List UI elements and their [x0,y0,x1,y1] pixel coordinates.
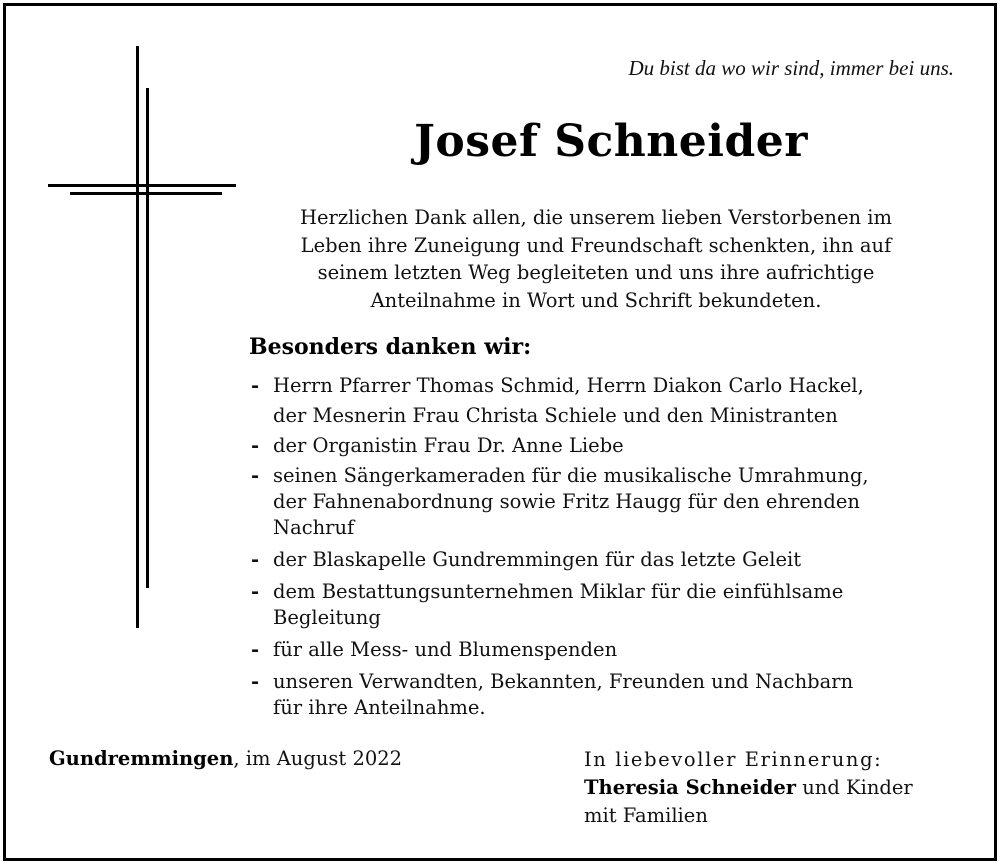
signature-line-name [584,774,913,802]
list-item [249,669,949,721]
list-item-line: für alle Mess- und Blumenspenden [273,638,618,661]
list-dash: - [251,434,260,457]
deceased-name: Josef Schneider [414,116,808,167]
list-item [249,547,949,573]
thanks-line: Herzlichen Dank allen, die unserem lieben Verstorbenen im [300,206,892,229]
place-name: Gundremmingen [49,747,234,770]
list-item [249,373,949,429]
list-dash: - [251,464,260,487]
cross-beam-vertical-inner [146,88,149,588]
list-dash: - [251,638,260,661]
list-item-line: der Organistin Frau Dr. Anne Liebe [273,434,624,457]
list-item [249,433,949,459]
list-dash: - [251,670,260,693]
thanks-list [249,373,949,721]
list-item-line: dem Bestattungsunternehmen Miklar für die einfühlsame [273,580,844,603]
list-dash: - [251,374,260,397]
list-dash: - [251,580,260,603]
list-item-line: der Mesnerin Frau Christa Schiele und den Ministranten [273,404,838,427]
signatory-suffix: und Kinder [796,776,913,799]
thanks-line: seinem letzten Weg begleiteten und uns ihre aufrichtige [317,261,875,284]
list-item-line: Nachruf [273,516,355,539]
thanks-line: Leben ihre Zuneigung und Freundschaft schenkten, ihn auf [300,233,892,257]
list-item [249,463,949,541]
list-item-line: unseren Verwandten, Bekannten, Freunden und Nachbarn [273,670,854,693]
thanks-line: Anteilnahme in Wort und Schrift bekundeten. [370,288,822,312]
cross-beam-horizontal-inner [70,192,222,195]
list-item-line: Begleitung [273,606,381,629]
cross-beam-horizontal-outer [48,184,236,187]
thanks-paragraph [246,204,946,314]
list-item [249,637,949,663]
list-item [249,579,949,631]
list-item-line: der Blaskapelle Gundremmingen für das letzte Geleit [273,548,802,571]
motto: Du bist da wo wir sind, immer bei uns. [628,56,954,80]
date-text: , im August 2022 [233,747,403,770]
list-item-line: für ihre Anteilnahme. [273,696,486,719]
signature-line-family: mit Familien [584,804,708,827]
list-item-line: Herrn Pfarrer Thomas Schmid, Herrn Diakon Carlo Hackel, [273,374,864,397]
signature-intro: In liebevoller Erinnerung: [584,748,883,771]
special-thanks-heading: Besonders danken wir: [249,334,532,360]
list-dash: - [251,548,260,571]
list-item-line: der Fahnenabordnung sowie Fritz Haugg für den ehrenden [273,490,860,513]
signature-block [584,746,913,830]
signatory-name: Theresia Schneider [584,776,797,799]
place-and-date [49,747,402,770]
obituary-notice [3,3,997,861]
list-item-line: seinen Sängerkameraden für die musikalische Umrahmung, [273,464,869,487]
cross-beam-vertical-outer [136,46,139,628]
